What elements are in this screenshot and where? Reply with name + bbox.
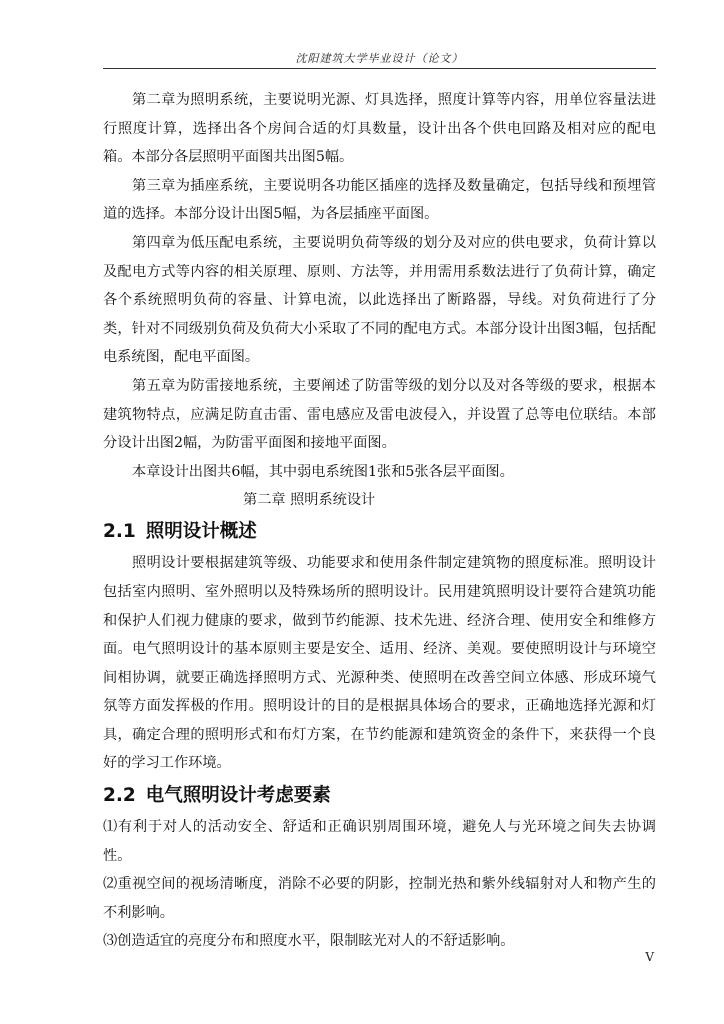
section-heading-2-2 [103, 778, 656, 813]
page-body [103, 86, 656, 956]
chapter-title: 第二章 照明系统设计 [243, 492, 376, 509]
page-number: V [645, 950, 654, 964]
section-title: 照明设计概述 [145, 521, 257, 543]
paragraph-chapter2-summary: 第二章为照明系统，主要说明光源、灯具选择，照度计算等内容，用单位容量法进行照度计算，选择出各个房间合适的灯具数量，设计出各个供电回路及相对应的配电箱。本部分各层照明平面图共出图5幅。 [103, 92, 656, 166]
list-item: ⑴有利于对人的活动安全、舒适和正确识别周围环境，避免人与光环境之间失去协调性。 [103, 819, 656, 864]
list-item: ⑵重视空间的视场清晰度，消除不必要的阴影，控制光热和紫外线辐射对人和物产生的不利影响。 [103, 876, 656, 921]
paragraph-drawing-count: 本章设计出图共6幅，其中弱电系统图1张和5张各层平面图。 [132, 463, 514, 480]
paragraph-lighting-overview: 照明设计要根据建筑等级、功能要求和使用条件制定建筑物的照度标准。照明设计包括室内照明、室外照明以及特殊场所的照明设计。民用建筑照明设计要符合建筑功能和保护人们视力健康的要求，做到节约能源、技术先进、经济合理、使用安全和维修方面。电气照明设计的基本原则主要是安全、适用、经济、美观。要使照明设计与环境空间相协调，就要正确选择照明方式、光源种类、使照明在改善空间立体感、形成环境气氛等方面发挥极的作用。照明设计的目的是根据具体场合的要求，正确地选择光源和灯具，确定合理的照明形式和布灯方案，在节约能源和建筑资金的条件下，来获得一个良好的学习工作环境。 [103, 555, 656, 772]
paragraph-chapter4-summary: 第四章为低压配电系统，主要说明负荷等级的划分及对应的供电要求，负荷计算以及配电方式等内容的相关原理、原则、方法等，并用需用系数法进行了负荷计算，确定各个系统照明负荷的容量、计算电流，以此选择出了断路器，导线。对负荷进行了分类，针对不同级别负荷及负荷大小采取了不同的配电方式。本部分设计出图3幅，包括配电系统图，配电平面图。 [103, 234, 656, 366]
section-title: 电气照明设计考虑要素 [145, 785, 331, 807]
paragraph-chapter3-summary: 第三章为插座系统，主要说明各功能区插座的选择及数量确定，包括导线和预埋管道的选择。本部分设计出图5幅，为各层插座平面图。 [103, 177, 656, 223]
page-header: 沈阳建筑大学毕业设计（论文） [295, 52, 464, 65]
section-heading-2-1 [103, 514, 656, 549]
section-number: 2.2 [103, 785, 136, 807]
paragraph-chapter5-summary: 第五章为防雷接地系统，主要阐述了防雷等级的划分以及对各等级的要求，根据本建筑物特点，应满足防直击雷、雷电感应及雷电波侵入，并设置了总等电位联结。本部分设计出图2幅，为防雷平面图和接地平面图。 [103, 377, 656, 452]
list-item: ⑶创造适宜的亮度分布和照度水平，限制眩光对人的不舒适影响。 [103, 933, 515, 950]
header-rule [103, 68, 656, 69]
section-number: 2.1 [103, 521, 136, 543]
